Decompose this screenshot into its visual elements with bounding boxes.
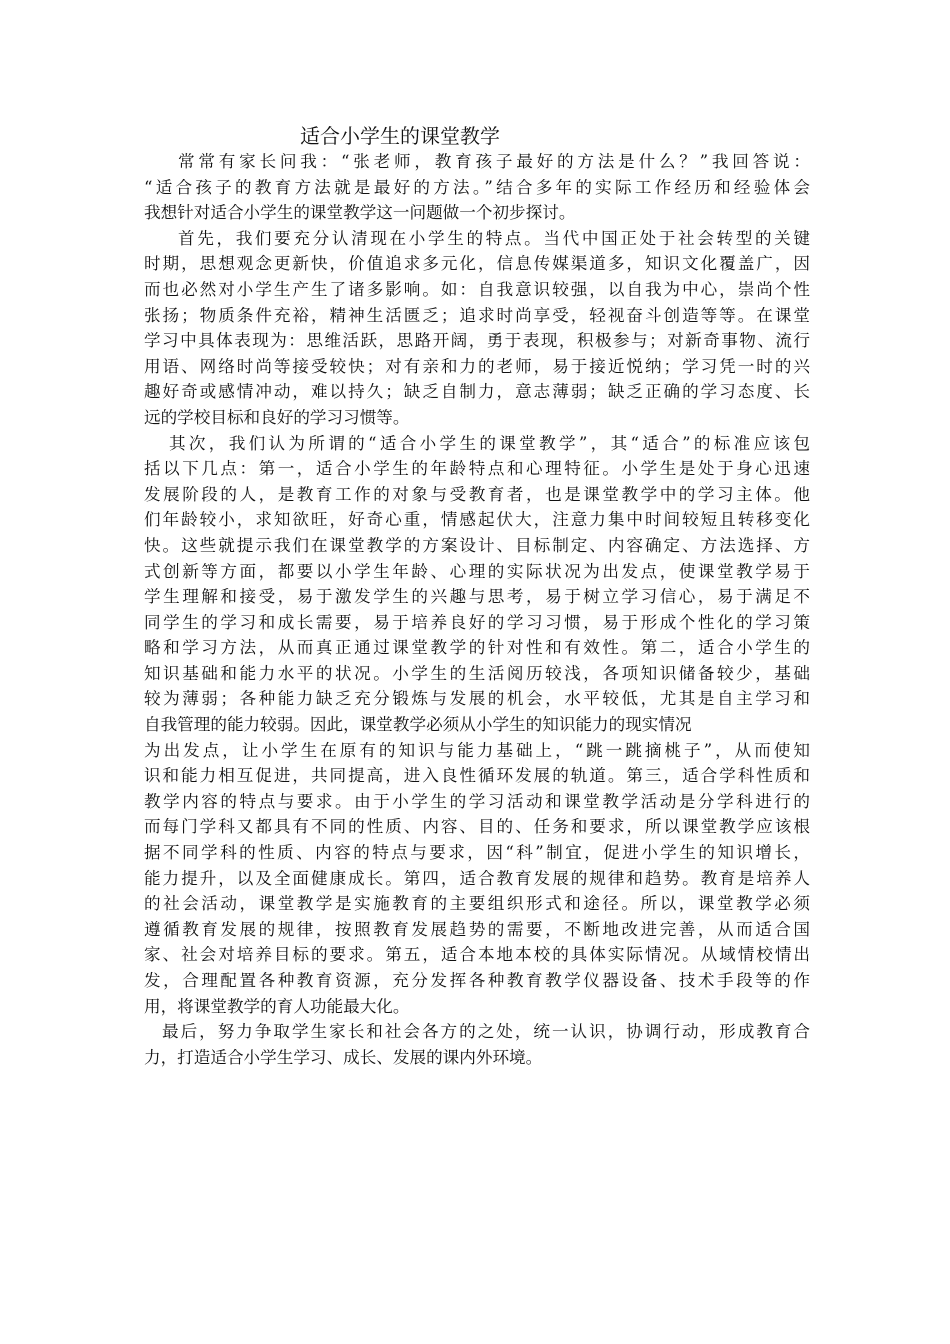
text-line: “适合孩子的教育方法就是最好的方法。”结合多年的实际工作经历和经验体会 xyxy=(144,177,810,197)
text-line: 用语、网络时尚等接受较快；对有亲和力的老师，易于接近悦纳；学习凭一时的兴 xyxy=(144,356,810,376)
text-line: 学习中具体表现为：思维活跃，思路开阔，勇于表现，积极参与；对新奇事物、流行 xyxy=(144,331,810,351)
text-line: 而每门学科又都具有不同的性质、内容、目的、任务和要求，所以课堂教学应该根 xyxy=(144,817,810,837)
text-line: 知识基础和能力水平的状况。小学生的生活阅历较浅，各项知识储备较少，基础 xyxy=(144,663,810,683)
text-line: 据不同学科的性质、内容的特点与要求，因“科”制宜，促进小学生的知识增长， xyxy=(144,843,810,863)
text-line: 快。这些就提示我们在课堂教学的方案设计、目标制定、内容确定、方法选择、方 xyxy=(144,535,810,555)
text-line: 识和能力相互促进，共同提高，进入良性循环发展的轨道。第三，适合学科性质和 xyxy=(144,766,810,786)
text-line: 时期，思想观念更新快，价值追求多元化，信息传媒渠道多，知识文化覆盖广，因 xyxy=(144,254,810,274)
text-line: 最后，努力争取学生家长和社会各方的之处，统一认识，协调行动，形成教育合 xyxy=(162,1022,810,1042)
text-line: 发，合理配置各种教育资源，充分发挥各种教育教学仪器设备、技术手段等的作 xyxy=(144,971,810,990)
text-line: 力，打造适合小学生学习、成长、发展的课内外环境。 xyxy=(144,1047,543,1067)
text-line: 发展阶段的人，是教育工作的对象与受教育者，也是课堂教学中的学习主体。他 xyxy=(144,484,810,504)
document-title: 适合小学生的课堂教学 xyxy=(300,124,500,148)
text-line: 们年龄较小，求知欲旺，好奇心重，情感起伏大，注意力集中时间较短且转移变化 xyxy=(144,510,810,530)
text-line: 趣好奇或感情冲动，难以持久；缺乏自制力，意志薄弱；缺乏正确的学习态度、长 xyxy=(144,382,810,402)
text-line: 能力提升，以及全面健康成长。第四，适合教育发展的规律和趋势。教育是培养人 xyxy=(144,868,810,888)
text-line: 家、社会对培养目标的要求。第五，适合本地本校的具体实际情况。从域情校情出 xyxy=(144,945,810,965)
text-line: 略和学习方法，从而真正通过课堂教学的针对性和有效性。第二，适合小学生的 xyxy=(144,638,810,658)
text-line: 首先，我们要充分认清现在小学生的特点。当代中国正处于社会转型的关键 xyxy=(178,228,810,248)
document-body xyxy=(144,149,810,1070)
text-line: 教学内容的特点与要求。由于小学生的学习活动和课堂教学活动是分学科进行的 xyxy=(144,791,810,811)
text-line: 遵循教育发展的规律，按照教育发展趋势的需要，不断地改进完善，从而适合国 xyxy=(144,919,810,939)
text-line: 同学生的学习和成长需要，易于培养良好的学习习惯，易于形成个性化的学习策 xyxy=(144,612,810,632)
text-line: 我想针对适合小学生的课堂教学这一问题做一个初步探讨。 xyxy=(144,203,576,223)
text-line: 较为薄弱；各种能力缺乏充分锻炼与发展的机会，水平较低，尤其是自主学习和 xyxy=(144,689,810,709)
text-line: 远的学校目标和良好的学习习惯等。 xyxy=(144,407,410,427)
text-line: 常常有家长问我：“张老师，教育孩子最好的方法是什么？”我回答说： xyxy=(178,152,810,171)
text-line: 而也必然对小学生产生了诸多影响。如：自我意识较强，以自我为中心，崇尚个性 xyxy=(144,279,810,299)
text-line: 为出发点，让小学生在原有的知识与能力基础上，“跳一跳摘桃子”，从而使知 xyxy=(144,740,810,760)
text-line: 其次，我们认为所谓的“适合小学生的课堂教学”，其“适合”的标准应该包 xyxy=(169,433,810,453)
text-line: 自我管理的能力较弱。因此，课堂教学必须从小学生的知识能力的现实情况 xyxy=(144,715,692,735)
text-line: 括以下几点：第一，适合小学生的年龄特点和心理特征。小学生是处于身心迅速 xyxy=(144,459,810,479)
text-line: 的社会活动，课堂教学是实施教育的主要组织形式和途径。所以，课堂教学必须 xyxy=(144,894,810,914)
text-line: 用，将课堂教学的育人功能最大化。 xyxy=(144,996,410,1016)
text-line: 张扬；物质条件充裕，精神生活匮乏；追求时尚享受，轻视奋斗创造等等。在课堂 xyxy=(144,305,810,325)
text-line: 学生理解和接受，易于激发学生的兴趣与思考，易于树立学习信心，易于满足不 xyxy=(144,587,810,607)
text-line: 式创新等方面，都要以小学生年龄、心理的实际状况为出发点，使课堂教学易于 xyxy=(144,561,810,581)
